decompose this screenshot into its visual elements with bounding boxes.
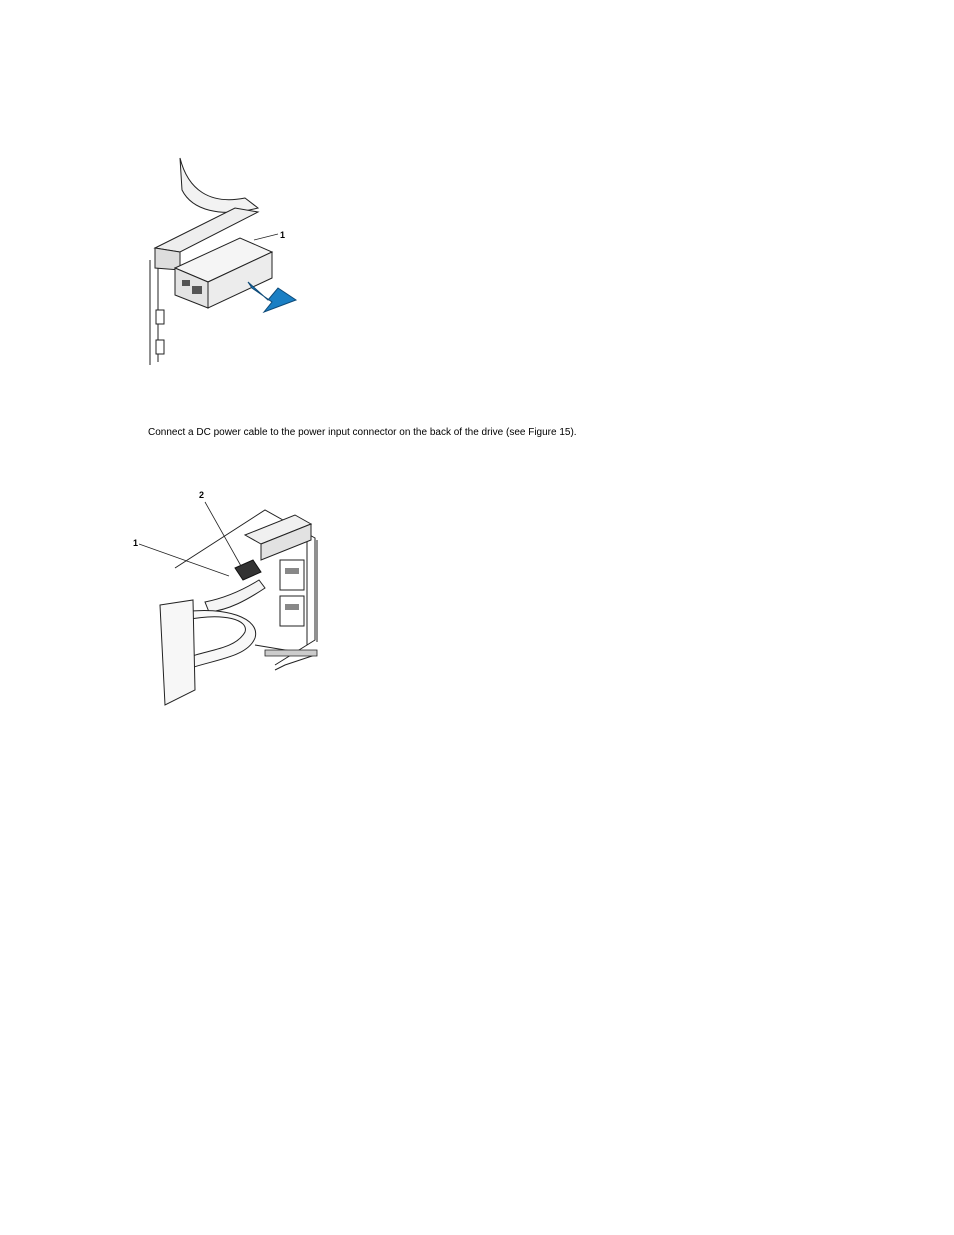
drive-insertion-figure [140, 150, 320, 375]
chassis-slot [156, 310, 164, 324]
chassis-slot [156, 340, 164, 354]
drive-insertion-illustration [140, 150, 320, 375]
callout-leader [205, 502, 241, 566]
chassis-foot [265, 650, 317, 656]
drive-bay-detail [285, 568, 299, 574]
callout-label: 2 [199, 490, 205, 500]
callout-label: 1 [280, 230, 286, 240]
callout-leader [139, 544, 229, 576]
drive-bay [280, 560, 304, 590]
chassis-base [255, 645, 315, 670]
power-cable-illustration [125, 480, 330, 710]
drive-connector [182, 280, 190, 286]
callout-leader [254, 234, 278, 240]
ribbon-cable-shape [180, 158, 258, 212]
bay-front-edge [155, 248, 180, 270]
drive-bay-detail [285, 604, 299, 610]
side-panel [160, 600, 195, 705]
drive-bay [280, 596, 304, 626]
callout-label: 1 [133, 538, 139, 548]
push-arrow-icon [248, 282, 296, 312]
instruction-text: Connect a DC power cable to the power input connector on the back of the drive (see Figure 15). [148, 427, 577, 438]
drive-connector [192, 286, 202, 294]
power-cable-figure [125, 480, 330, 710]
power-cable [205, 580, 265, 612]
